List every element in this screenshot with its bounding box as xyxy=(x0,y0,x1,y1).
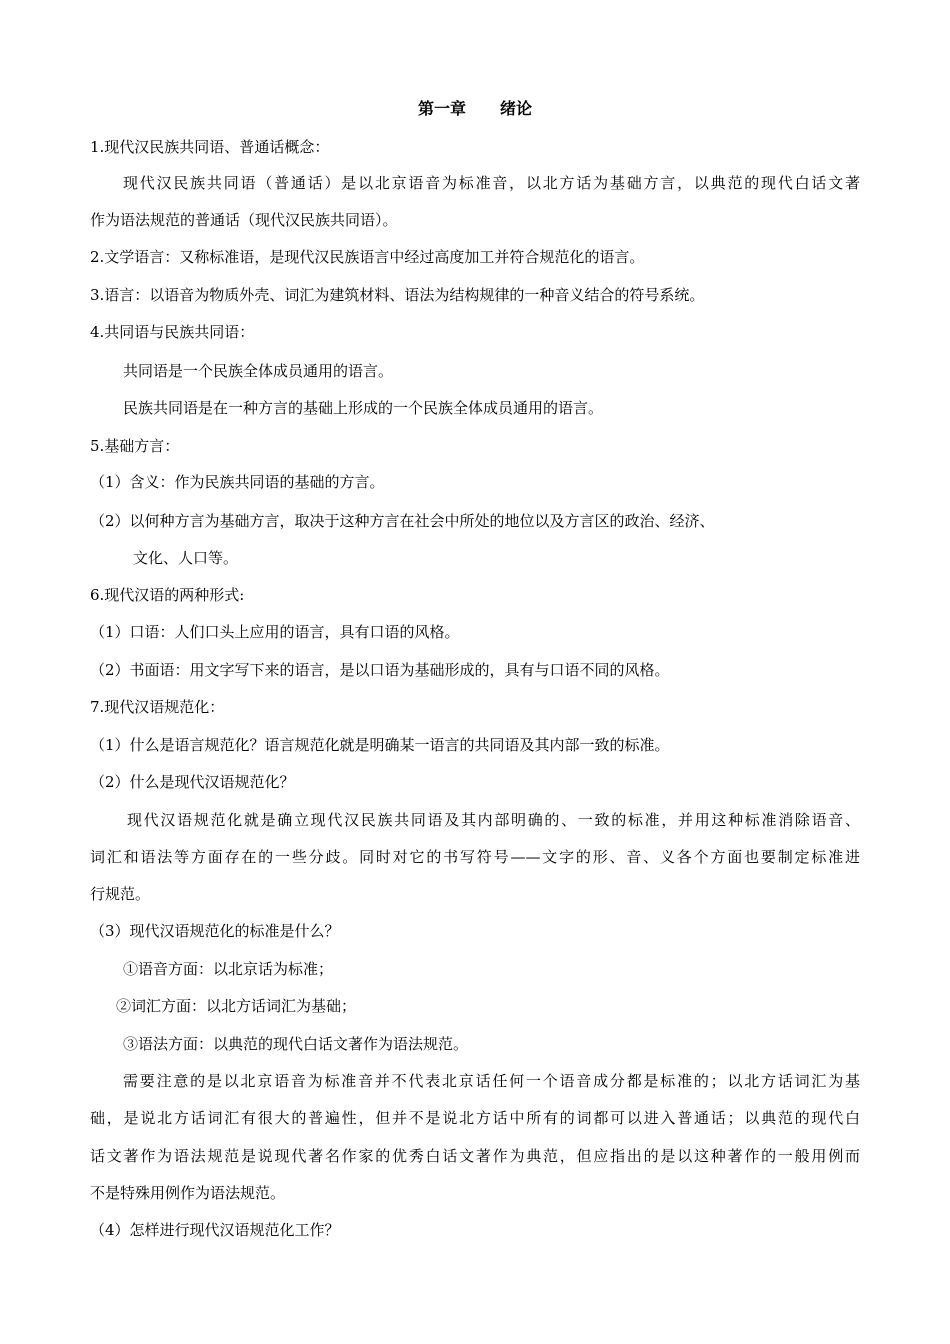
sub-list-item: ③语法方面：以典范的现代白话文著作为语法规范。 xyxy=(123,1035,469,1053)
paragraph-line: 词汇和语法等方面存在的一些分歧。同时对它的书写符号——文字的形、音、义各个方面也要制定标准进 xyxy=(90,848,860,866)
list-item: （2）什么是现代汉语规范化？ xyxy=(90,773,295,791)
section-heading-5: 5.基础方言： xyxy=(90,437,180,455)
paragraph-line: 话文著作为语法规范是说现代著名作家的优秀白话文著作为典范，但应指出的是以这种著作的一般用例而 xyxy=(90,1147,860,1165)
section-heading-4: 4.共同语与民族共同语： xyxy=(90,323,255,341)
paragraph-line: 行规范。 xyxy=(90,885,151,903)
list-item: （1）含义：作为民族共同语的基础的方言。 xyxy=(90,473,385,491)
list-item-continuation: 文化、人口等。 xyxy=(133,549,239,567)
paragraph-line: 需要注意的是以北京语音为标准音并不代表北京话任何一个语音成分都是标准的；以北方话词汇为基 xyxy=(123,1072,860,1090)
list-item: （1）什么是语言规范化？语言规范化就是明确某一语言的共同语及其内部一致的标准。 xyxy=(90,736,670,754)
paragraph-line: 作为语法规范的普通话（现代汉民族共同语）。 xyxy=(90,211,398,229)
chapter-name: 绪论 xyxy=(500,99,533,118)
paragraph-line: 础，是说北方话词汇有很大的普遍性，但并不是说北方话中所有的词都可以进入普通话；以典范的现代白 xyxy=(90,1109,860,1127)
chapter-number: 第一章 xyxy=(417,99,466,118)
paragraph-line: 不是特殊用例作为语法规范。 xyxy=(90,1184,286,1202)
section-heading-6: 6.现代汉语的两种形式: xyxy=(90,586,245,604)
paragraph-line: 现代汉民族共同语（普通话）是以北京语音为标准音，以北方话为基础方言，以典范的现代白话文著 xyxy=(123,174,860,192)
paragraph-line: 民族共同语是在一种方言的基础上形成的一个民族全体成员通用的语言。 xyxy=(123,399,604,417)
chapter-title xyxy=(0,98,950,120)
list-item: （1）口语：人们口头上应用的语言，具有口语的风格。 xyxy=(90,623,460,641)
paragraph-line: 现代汉语规范化就是确立现代汉民族共同语及其内部明确的、一致的标准，并用这种标准消除语音、 xyxy=(127,811,860,829)
sub-list-item: ②词汇方面：以北方话词汇为基础； xyxy=(116,997,357,1015)
list-item: （2）书面语：用文字写下来的语言，是以口语为基础形成的，具有与口语不同的风格。 xyxy=(90,661,670,679)
list-item: （4）怎样进行现代汉语规范化工作？ xyxy=(90,1221,340,1239)
list-item: （3）现代汉语规范化的标准是什么？ xyxy=(90,922,340,940)
sub-list-item: ①语音方面：以北京话为标准； xyxy=(123,960,334,978)
paragraph-line: 共同语是一个民族全体成员通用的语言。 xyxy=(123,362,394,380)
section-heading-1: 1.现代汉民族共同语、普通话概念： xyxy=(90,138,330,156)
section-heading-7: 7.现代汉语规范化： xyxy=(90,698,225,716)
list-item: （2）以何种方言为基础方言，取决于这种方言在社会中所处的地位以及方言区的政治、经济、 xyxy=(90,512,715,530)
section-heading-3: 3.语言：以语音为物质外壳、词汇为建筑材料、语法为结构规律的一种音义结合的符号系统。 xyxy=(90,286,705,304)
section-heading-2: 2.文学语言：又称标准语，是现代汉民族语言中经过高度加工并符合规范化的语言。 xyxy=(90,248,645,266)
